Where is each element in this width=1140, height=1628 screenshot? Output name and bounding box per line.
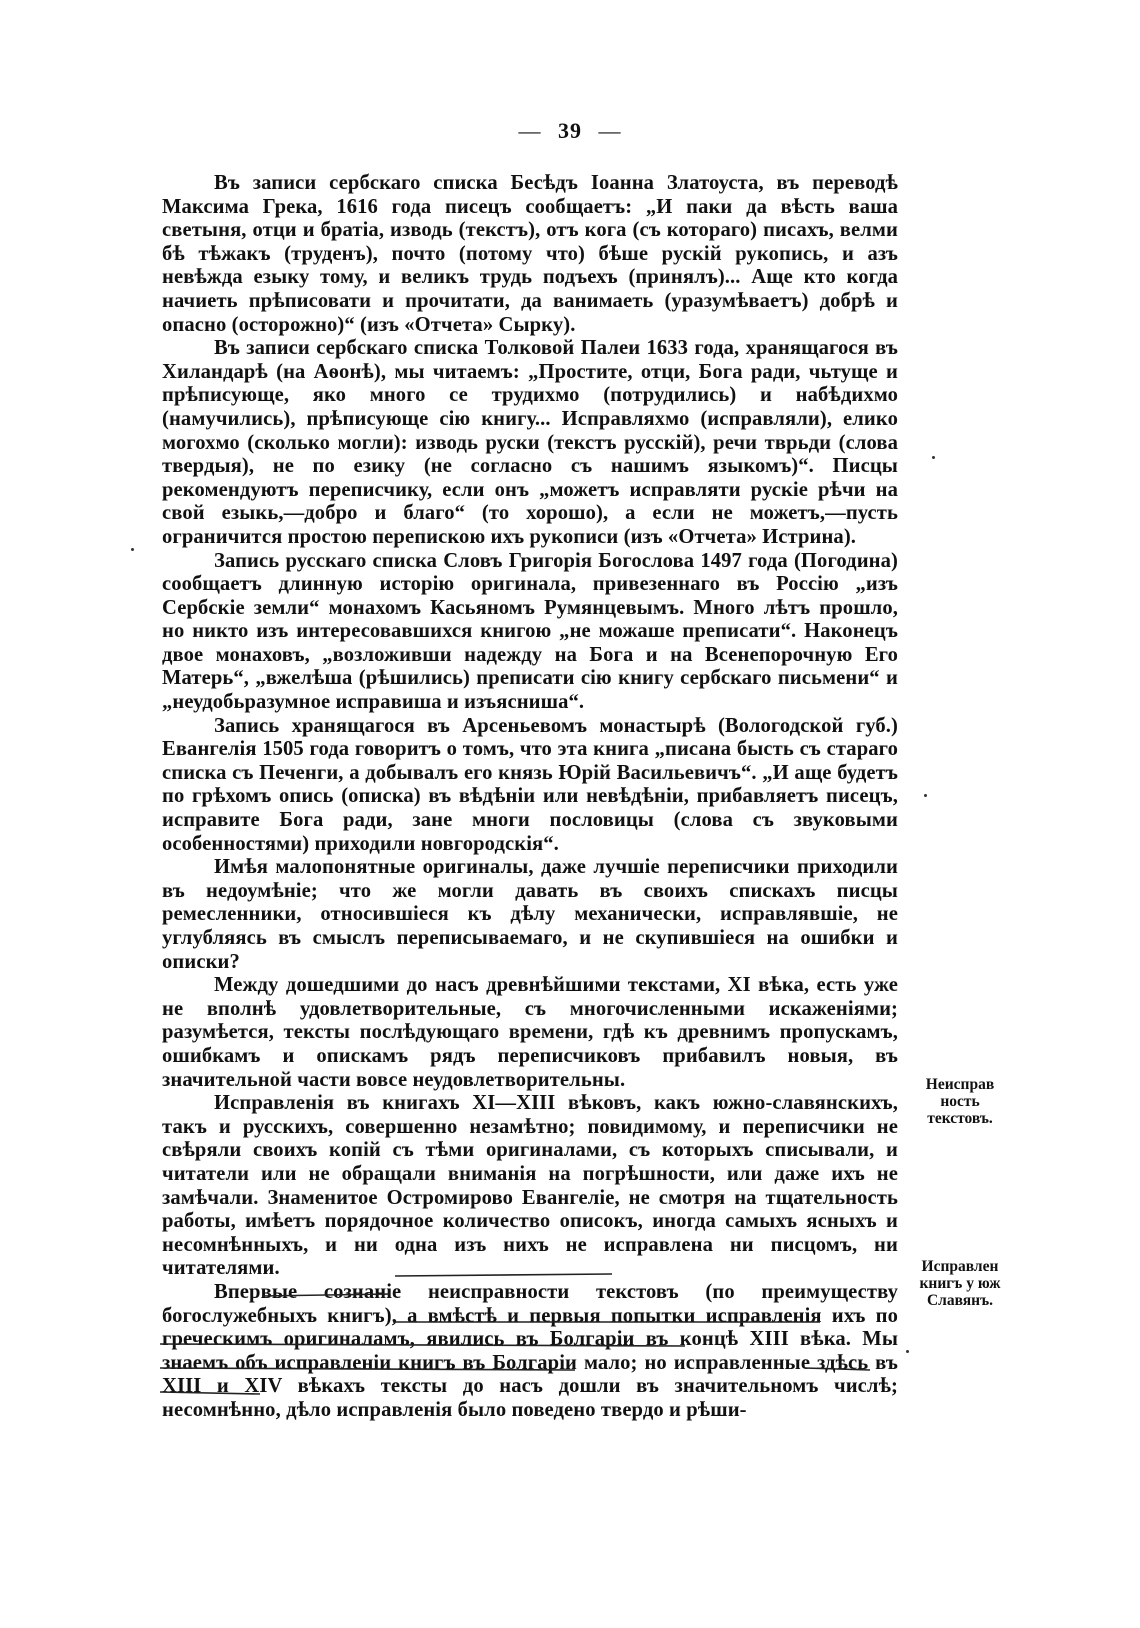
paragraph-4: Запись хранящагося въ Арсеньевомъ монастырѣ (Вологодской губ.) Евангелія 1505 года говоритъ о томъ, что эта книга „писана бысть съ стараго списка съ Печенги, а добывалъ его князь Юрій Васильевичъ“. „И аще будетъ по грѣхомъ опись (описка) въ вѣдѣніи или невѣдѣніи, прибавляетъ писецъ, исправите Бога ради, зане многи пословицы (слова съ звуковыми особенностями) приходили новгородскія“. [162,714,898,855]
margin-note-line: текстовъ. [927,1110,993,1127]
pencil-underline [160,1344,685,1346]
scan-speck [906,1350,909,1353]
pencil-underline [805,1368,870,1370]
paragraph-7: Исправленія въ книгахъ XI—XIII вѣковъ, какъ южно-славянскихъ, такъ и русскихъ, совершенно незамѣтно; повидимому, и переписчики не свѣряли своихъ копій съ тѣми оригиналами, съ которыхъ списывали, и читатели или не обращали вниманія на погрѣшности, или даже ихъ не замѣчали. Знаменитое Остромирово Евангеліе, не смотря на тщательность работы, имѣетъ порядочное количество описокъ, иногда самыхъ ясныхъ и несомнѣнныхъ, и ни одна изъ нихъ не исправлена ни писцомъ, ни читателями. [162,1092,898,1280]
scan-speck [131,548,134,551]
paragraph-6: Между дошедшими до насъ древнѣйшими текстами, XI вѣка, есть уже не вполнѣ удовлетворительные, съ многочисленными искаженіями; разумѣется, тексты послѣдующаго времени, гдѣ къ древнимъ пропускамъ, ошибкамъ и опискамъ рядъ переписчиковъ прибавилъ новыя, въ значительной части вовсе неудовлетворительны. [162,974,898,1091]
margin-note-line: книгъ у юж [919,1275,1001,1292]
pencil-underline [160,1368,575,1370]
page-number-suffix: — [598,118,622,143]
pencil-underline [160,1392,260,1394]
scan-speck [924,794,927,797]
paragraph-8: Впервые сознаніе неисправности текстовъ (по преимуществу богослужебныхъ книгъ), а вмѣстѣ и первыя попытки исправленія ихъ по греческимъ оригиналамъ, явились въ Болгаріи въ концѣ XIII вѣка. Мы знаемъ объ исправленіи книгъ въ Болгаріи мало; но исправленные здѣсь въ XIII и XIV вѣкахъ тексты до насъ дошли въ значительномъ числѣ; несомнѣнно, дѣло исправленія было поведено твердо и рѣши- [162,1280,898,1421]
margin-note-line: Славянъ. [926,1292,994,1309]
pencil-underline [395,1274,612,1276]
page-number-prefix: — [518,118,542,143]
paragraph-5: Имѣя малопонятные оригиналы, даже лучшіе переписчики приходили въ недоумѣніе; что же могли давать въ своихъ спискахъ писцы ремесленники, относившіеся къ дѣлу механически, исправлявшіе, не углубляясь въ смыслъ переписываемаго, и не скупившіеся на ошибки и описки? [162,856,898,973]
scan-speck [932,456,935,459]
paragraph-3: Запись русскаго списка Словъ Григорія Богослова 1497 года (Погодина) сообщаетъ длинную исторію оригинала, привезеннаго въ Россію „изъ Сербскіе земли“ монахомъ Касьяномъ Румянцевымъ. Много лѣтъ прошло, но никто изъ интересовавшихся книгою „не можаше преписати“. Наконецъ двое монаховъ, „возложивши надежду на Бога и на Всенепорочную Его Матерь“, „вжелѣша (рѣшились) преписати сію книгу сербскаго письмени“ и „неудобьразумное исправиша и изъясниша“. [162,549,898,714]
margin-note-line: Неисправ [925,1076,995,1093]
paragraph-2: Въ записи сербскаго списка Толковой Палеи 1633 года, хранящагося въ Хиландарѣ (на Аѳонѣ), мы читаемъ: „Простите, отци, Бога ради, чьтуще и прѣписующе, яко много се трудихмо (потрудились) и набѣдихмо (намучились), прѣписующе сію книгу... Исправляхмо (исправляли), елико могохмо (сколько могли): изводь руски (текстъ русскій), речи тврьди (слова твердыя), не по езику (не согласно съ нашимъ языкомъ)“. Писцы рекомендуютъ переписчику, если онъ „можетъ исправляти рускіе рѣчи на свой езыкь,—добро и благо“ (то хорошо), а если не можетъ,—пусть ограничится простою перепискою ихъ рукописи (изъ «Отчета» Истрина). [162,337,898,548]
page-number: 39 [558,118,582,143]
margin-note-line: Исправлен [921,1258,999,1275]
paragraph-1: Въ записи сербскаго списка Бесѣдъ Іоанна Златоуста, въ переводѣ Максима Грека, 1616 года писецъ сообщаетъ: „И паки да вѣсть ваша светыня, отци и братіа, изводь (текстъ), отъ кога (съ котораго) писахъ, велми бѣ тѣжакъ (труденъ), почто (потому что) бѣше рускій рукопись, и азъ невѣжда езыку тому, и великъ трудь подъехъ (принялъ)... Аще кто когда начиеть прѣписовати и прочитати, да ванимаеть (уразумѣваетъ) добрѣ и опасно (осторожно)“ (изъ «Отчета» Сырку). [162,172,898,336]
pencil-strike [262,1294,390,1296]
margin-note-line: ность [940,1093,980,1110]
